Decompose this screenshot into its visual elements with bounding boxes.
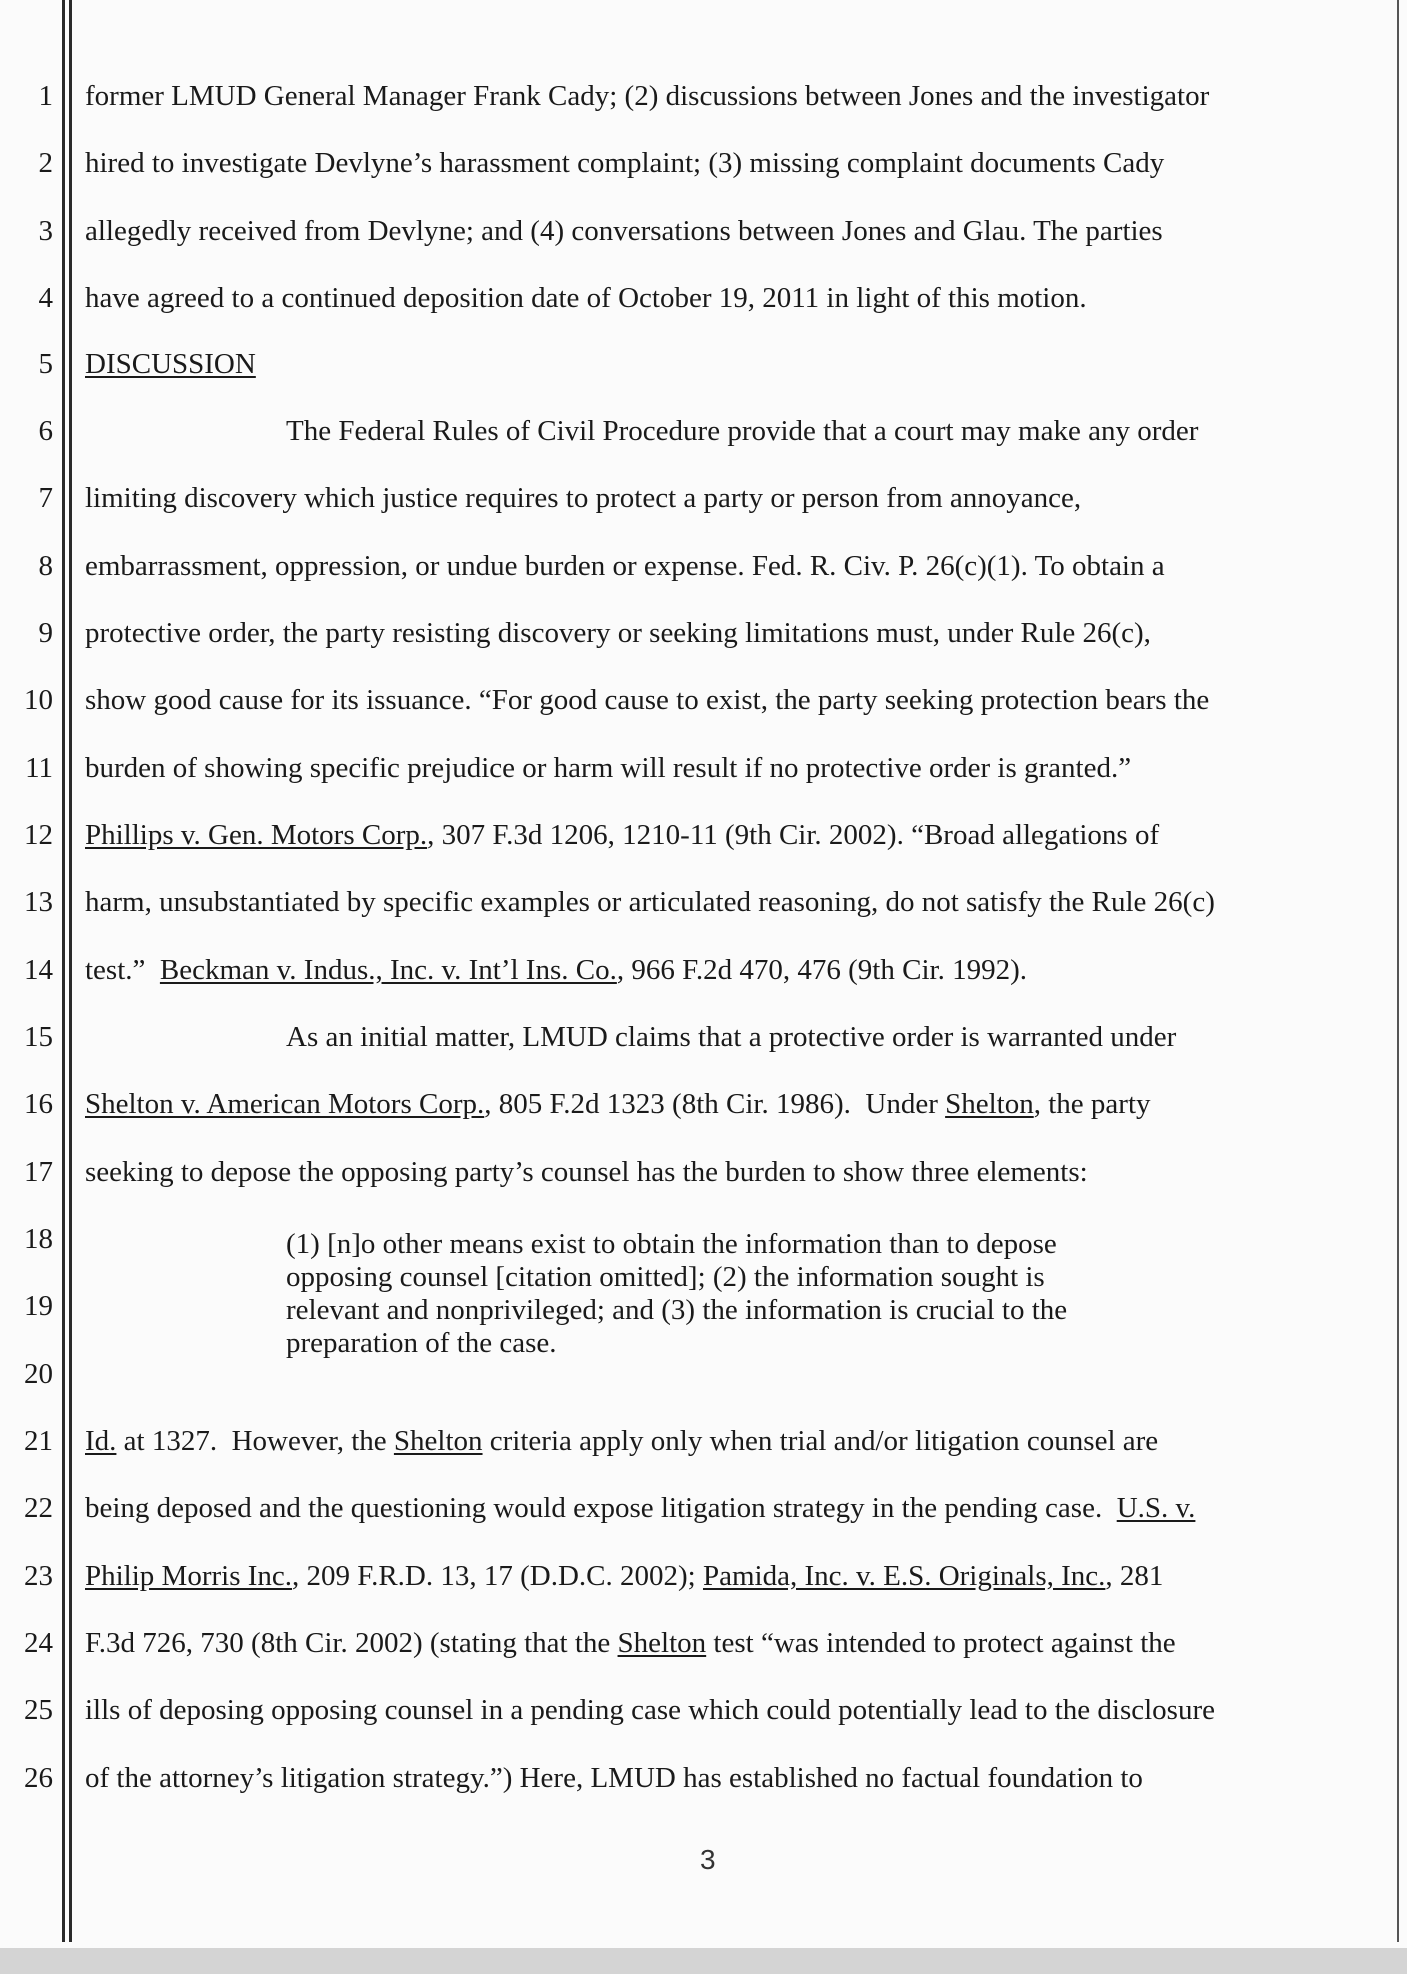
line-number: 17	[24, 1156, 53, 1188]
line-number: 26	[24, 1762, 53, 1794]
case-citation: Phillips v. Gen. Motors Corp.	[85, 819, 428, 851]
text-line	[85, 1424, 1158, 1458]
text-run: criteria apply only when trial and/or litigation counsel are	[482, 1425, 1159, 1457]
text-line: former LMUD General Manager Frank Cady; (2) discussions between Jones and the investigator	[85, 80, 1210, 112]
line-number: 18	[24, 1223, 53, 1255]
text-line	[85, 1626, 1176, 1660]
page-number: 3	[700, 1844, 716, 1875]
line-number: 2	[38, 147, 53, 179]
line-number: 12	[24, 819, 53, 851]
block-quote-line: preparation of the case.	[286, 1327, 557, 1359]
text-run: , the party	[1033, 1088, 1151, 1120]
line-number: 13	[24, 886, 53, 918]
text-line: show good cause for its issuance. “For good cause to exist, the party seeking protection bears the	[85, 684, 1210, 716]
text-run: , 805 F.2d 1323 (8th Cir. 1986). Under	[484, 1088, 946, 1120]
text-line: As an initial matter, LMUD claims that a protective order is warranted under	[286, 1021, 1177, 1053]
text-line: allegedly received from Devlyne; and (4) conversations between Jones and Glau. The parties	[85, 215, 1163, 247]
left-margin-rule-inner	[69, 0, 72, 1942]
case-citation: Shelton v. American Motors Corp.	[85, 1088, 485, 1120]
line-number: 7	[38, 482, 53, 514]
text-line	[85, 818, 1159, 852]
line-number: 15	[24, 1021, 53, 1053]
line-number: 1	[38, 80, 53, 112]
text-line: limiting discovery which justice requires to protect a party or person from annoyance,	[85, 482, 1082, 514]
line-number: 22	[24, 1492, 53, 1524]
text-run: test “was intended to protect against the	[706, 1627, 1176, 1659]
text-run: being deposed and the questioning would expose litigation strategy in the pending case.	[85, 1492, 1117, 1524]
text-line: The Federal Rules of Civil Procedure provide that a court may make any order	[286, 415, 1199, 447]
block-quote-line: relevant and nonprivileged; and (3) the information is crucial to the	[286, 1294, 1068, 1326]
line-number: 11	[25, 752, 53, 784]
case-citation: Shelton	[945, 1088, 1034, 1120]
text-run: , 281	[1105, 1560, 1164, 1592]
left-margin-rule	[62, 0, 65, 1942]
line-number: 21	[24, 1425, 53, 1457]
block-quote-line: (1) [n]o other means exist to obtain the information than to depose	[286, 1228, 1057, 1260]
text-run: test.”	[85, 954, 160, 986]
text-line: embarrassment, oppression, or undue burden or expense. Fed. R. Civ. P. 26(c)(1). To obtain a	[85, 550, 1165, 582]
line-number: 20	[24, 1358, 53, 1390]
line-number: 24	[24, 1627, 53, 1659]
block-quote-line: opposing counsel [citation omitted]; (2) the information sought is	[286, 1261, 1045, 1293]
line-number: 10	[24, 684, 53, 716]
case-citation: Pamida, Inc. v. E.S. Originals, Inc.	[702, 1560, 1106, 1592]
line-number: 4	[38, 282, 53, 314]
text-run: at 1327. However, the	[116, 1425, 394, 1457]
text-run: F.3d 726, 730 (8th Cir. 2002) (stating that the	[85, 1627, 618, 1659]
case-citation: U.S. v.	[1116, 1492, 1196, 1524]
text-line	[85, 1087, 1151, 1121]
text-line: harm, unsubstantiated by specific examples or articulated reasoning, do not satisfy the Rule 26(c)	[85, 886, 1215, 918]
text-run: , 966 F.2d 470, 476 (9th Cir. 1992).	[616, 954, 1027, 986]
case-citation: Philip Morris Inc.	[85, 1560, 293, 1592]
text-line: protective order, the party resisting discovery or seeking limitations must, under Rule 26(c),	[85, 617, 1151, 649]
section-heading: DISCUSSION	[85, 348, 256, 380]
text-line: seeking to depose the opposing party’s counsel has the burden to show three elements:	[85, 1156, 1088, 1188]
line-number: 23	[24, 1560, 53, 1592]
text-line	[85, 1559, 1163, 1593]
line-number: 14	[24, 954, 53, 986]
text-line: hired to investigate Devlyne’s harassment complaint; (3) missing complaint documents Cady	[85, 147, 1165, 179]
line-number: 6	[38, 415, 53, 447]
case-citation: Beckman v. Indus., Inc. v. Int’l Ins. Co.	[159, 954, 617, 986]
case-citation: Shelton	[617, 1627, 707, 1659]
line-number: 3	[38, 215, 53, 247]
text-line: have agreed to a continued deposition date of October 19, 2011 in light of this motion.	[85, 282, 1087, 314]
text-line	[85, 1491, 1195, 1525]
text-line	[85, 953, 1027, 987]
case-citation: Id.	[85, 1425, 117, 1457]
case-citation: Shelton	[393, 1425, 483, 1457]
scan-bottom-edge	[0, 1948, 1407, 1974]
line-number: 16	[24, 1088, 53, 1120]
line-number: 25	[24, 1694, 53, 1726]
line-number: 19	[24, 1290, 53, 1322]
text-line: burden of showing specific prejudice or harm will result if no protective order is granted.”	[85, 752, 1132, 784]
line-number: 8	[38, 550, 53, 582]
text-line: ills of deposing opposing counsel in a pending case which could potentially lead to the disclosure	[85, 1694, 1215, 1726]
line-number: 9	[38, 617, 53, 649]
text-line: of the attorney’s litigation strategy.”) Here, LMUD has established no factual foundation to	[85, 1762, 1143, 1794]
text-run: , 307 F.3d 1206, 1210-11 (9th Cir. 2002). “Broad allegations of	[427, 819, 1160, 851]
right-margin-rule	[1397, 0, 1399, 1942]
line-number: 5	[38, 348, 53, 380]
text-run: , 209 F.R.D. 13, 17 (D.D.C. 2002);	[292, 1560, 703, 1592]
